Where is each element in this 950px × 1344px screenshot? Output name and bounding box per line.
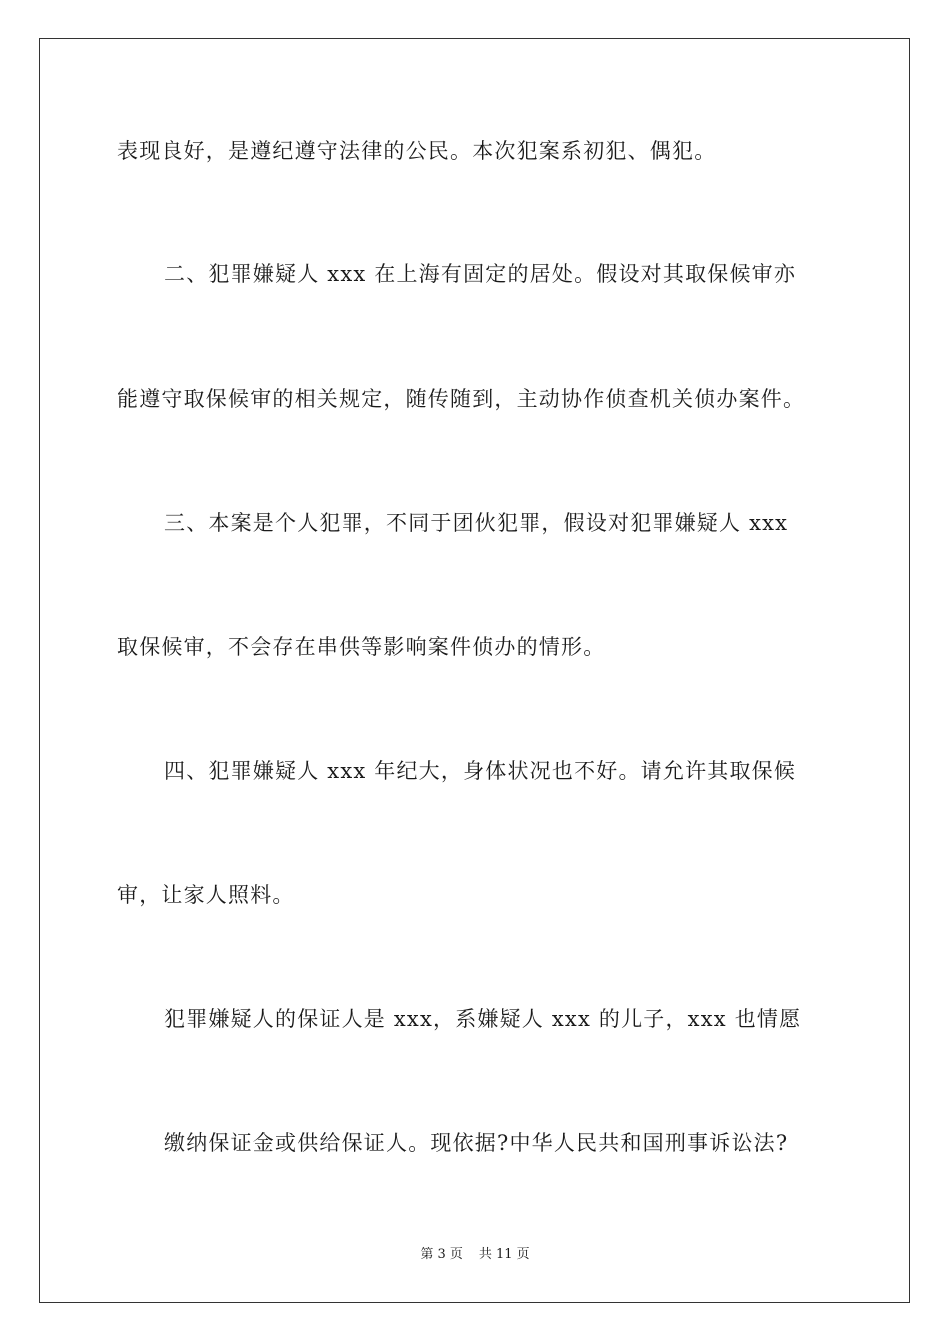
page-footer	[0, 1246, 950, 1264]
page-total: 共 11 页	[478, 1247, 530, 1262]
body-line-2: 二、犯罪嫌疑人 xxx 在上海有固定的居处。假设对其取保候审亦	[164, 262, 797, 286]
body-line-4: 三、本案是个人犯罪，不同于团伙犯罪，假设对犯罪嫌疑人 xxx	[164, 511, 789, 535]
body-line-9: 缴纳保证金或供给保证人。现依据?中华人民共和国刑事诉讼法?	[164, 1131, 789, 1155]
page-border	[39, 38, 910, 1303]
body-line-5: 取保候审，不会存在串供等影响案件侦办的情形。	[117, 635, 606, 659]
page-number: 第 3 页	[420, 1247, 463, 1262]
body-line-6: 四、犯罪嫌疑人 xxx 年纪大，身体状况也不好。请允许其取保候	[164, 759, 797, 783]
body-line-1: 表现良好，是遵纪遵守法律的公民。本次犯案系初犯、偶犯。	[117, 139, 717, 163]
body-line-8: 犯罪嫌疑人的保证人是 xxx，系嫌疑人 xxx 的儿子，xxx 也情愿	[164, 1007, 802, 1031]
body-line-3: 能遵守取保候审的相关规定，随传随到，主动协作侦查机关侦办案件。	[117, 387, 806, 411]
body-line-7: 审，让家人照料。	[117, 883, 295, 907]
